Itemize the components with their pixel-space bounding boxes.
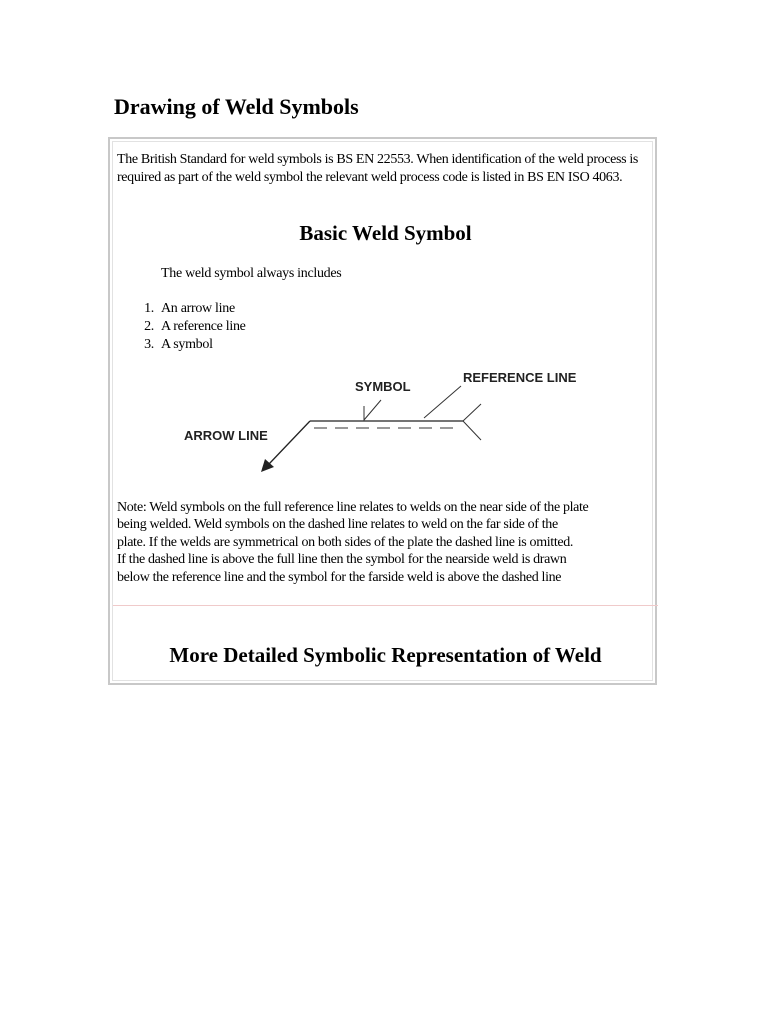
list-item-number: 2. <box>144 319 154 334</box>
note-line: Note: Weld symbols on the full reference line relates to welds on the near side of the plate <box>117 500 589 515</box>
list-item-label: An arrow line <box>161 301 235 316</box>
page-title: Drawing of Weld Symbols <box>114 94 359 119</box>
detailed-representation-heading: More Detailed Symbolic Representation of Weld <box>169 643 602 667</box>
note-line: plate. If the welds are symmetrical on both sides of the plate the dashed line is omitted. <box>117 534 574 550</box>
intro-paragraph: The British Standard for weld symbols is BS EN 22553. When identification of the weld process is required as part of the weld symbol the relevant weld process code is listed in BS EN ISO 4063. <box>117 152 639 185</box>
tail-upper-line <box>463 404 481 421</box>
list-item-number: 1. <box>144 301 154 316</box>
section-divider <box>113 605 658 606</box>
list-item-label: A symbol <box>161 337 213 352</box>
weld-symbol-diagram <box>183 370 577 484</box>
inner-frame <box>112 141 653 681</box>
symbol-leader-line <box>364 400 381 420</box>
diagram-label-arrow-line: ARROW LINE <box>184 428 268 443</box>
weld-symbol-includes-text: The weld symbol always includes <box>161 266 342 281</box>
note-line: If the dashed line is above the full line then the symbol for the nearside weld is drawn <box>117 552 567 568</box>
tail-lower-line <box>463 421 481 440</box>
diagram-label-reference-line: REFERENCE LINE <box>463 370 577 385</box>
list-item-label: A reference line <box>161 319 246 334</box>
content-box <box>108 137 657 685</box>
reference-line-leader <box>424 386 461 418</box>
arrow-line <box>269 421 310 464</box>
list-item-number: 3. <box>144 337 154 352</box>
note-line: being welded. Weld symbols on the dashed line relates to weld on the far side of the <box>117 517 558 533</box>
diagram-label-symbol: SYMBOL <box>355 379 411 394</box>
note-paragraph <box>117 499 659 586</box>
basic-weld-symbol-heading: Basic Weld Symbol <box>299 221 472 245</box>
note-line: below the reference line and the symbol for the farside weld is above the dashed line <box>117 569 562 585</box>
